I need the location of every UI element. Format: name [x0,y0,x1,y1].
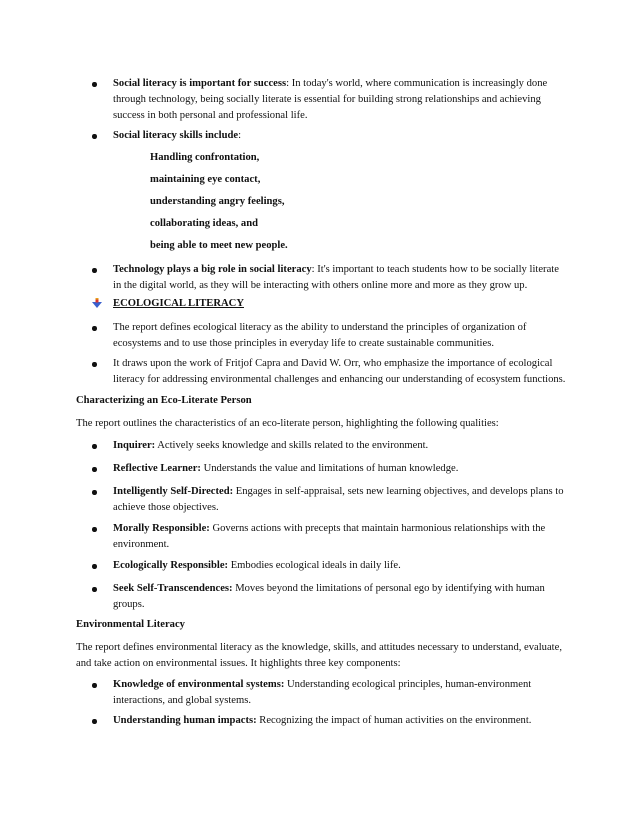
list-item-quality [113,521,568,553]
bullet [92,558,100,574]
section-title-ecological: ECOLOGICAL LITERACY [113,298,244,309]
item-text: : It's important to teach students how to be socially literate in the digital world, as they will be interacting with others online more and more as they grow up. [113,264,559,291]
bullet [92,438,100,454]
skill-item: collaborating ideas, and [150,218,259,229]
list-item-quality [113,581,568,613]
item-text: Recognizing the impact of human activities on the environment. [256,715,532,726]
list-item-technology [113,262,568,294]
item-term: Social literacy skills include [113,130,239,141]
bullet [92,356,100,372]
arrow-down-icon [91,297,103,309]
bullet [92,76,100,92]
item-term: Inquirer: [113,440,156,451]
item-text: Understanding ecological principles, human-environment interactions, and global systems. [113,679,532,706]
skill-item: maintaining eye contact, [150,174,261,185]
item-text: Governs actions with precepts that maintain harmonious relationships with the environment. [113,523,546,550]
list-item-social-skills [113,128,568,144]
item-term: Knowledge of environmental systems: [113,679,285,690]
item-text: : In today's world, where communication is increasingly done through technology, being socially literate is essential for building strong relationships and achieving success in both personal and professional life. [113,78,548,121]
bullet [92,484,100,500]
item-text: Actively seeks knowledge and skills related to the environment. [155,440,429,451]
list-item-eco-capra: It draws upon the work of Fritjof Capra and David W. Orr, who emphasize the importance of ecological literacy for addressing environmental challenges and enhancing our understanding of ecosystem functions. [113,358,566,385]
item-text: Engages in self-appraisal, sets new learning objectives, and develops plans to achieve those objectives. [113,486,564,513]
item-term: Ecologically Responsible: [113,560,229,571]
bullet [92,262,100,278]
section-heading-environmental: Environmental Literacy [76,619,185,630]
item-term: Morally Responsible: [113,523,210,534]
bullet [92,521,100,537]
bullet [92,713,100,729]
item-text: Understands the value and limitations of human knowledge. [200,463,459,474]
list-item-quality [113,438,568,454]
item-term: Social literacy is important for success [113,78,287,89]
item-term: Understanding human impacts: [113,715,257,726]
section-heading-eco-person: Characterizing an Eco-Literate Person [76,395,252,406]
list-item-quality [113,461,568,477]
skill-item: being able to meet new people. [150,240,288,251]
item-term: Technology plays a big role in social literacy [113,264,312,275]
item-text: Moves beyond the limitations of personal ego by identifying with human groups. [113,583,545,610]
skill-item: understanding angry feelings, [150,196,285,207]
item-term: Seek Self-Transcendences: [113,583,233,594]
paragraph-environmental-intro: The report defines environmental literacy as the knowledge, skills, and attitudes necessary to understand, evaluate, and take action on environmental issues. It highlights three key components: [76,642,562,669]
list-item-quality [113,484,568,516]
item-term: Reflective Learner: [113,463,201,474]
bullet [92,320,100,336]
bullet [92,128,100,144]
list-item-component [113,713,568,729]
list-item-eco-definition: The report defines ecological literacy as the ability to understand the principles of organization of ecosystems and to use those principles in everyday life to create sustainable communities. [113,322,527,349]
skill-item: Handling confrontation, [150,152,260,163]
bullet [92,461,100,477]
list-item-component [113,677,568,709]
item-text: : [238,130,242,141]
item-text: Embodies ecological ideals in daily life. [228,560,401,571]
bullet [92,677,100,693]
list-item-social-success [113,76,568,124]
item-term: Intelligently Self-Directed: [113,486,234,497]
bullet [92,581,100,597]
list-item-quality [113,558,568,574]
paragraph-eco-intro: The report outlines the characteristics of an eco-literate person, highlighting the following qualities: [76,418,499,429]
